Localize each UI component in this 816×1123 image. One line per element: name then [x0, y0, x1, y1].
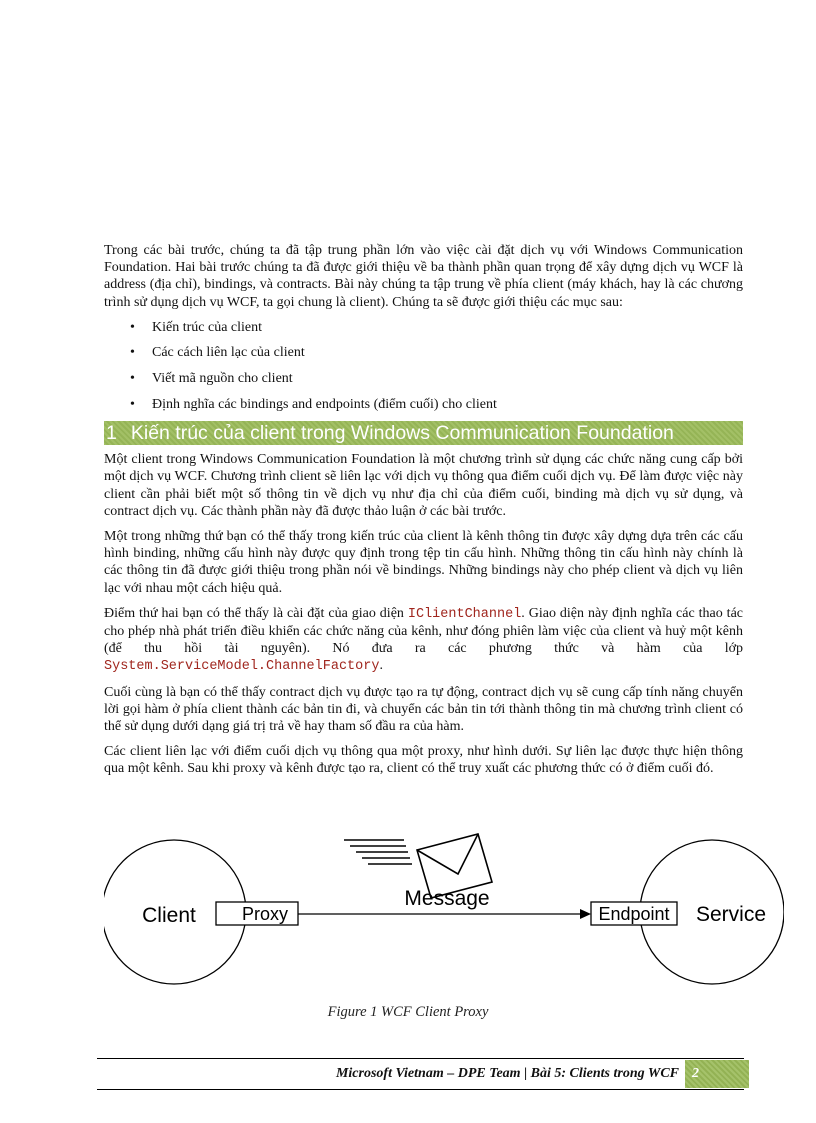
code-channelfactory: System.ServiceModel.ChannelFactory [104, 659, 380, 675]
paragraph-client-definition: Một client trong Windows Communication Foundation là một chương trình sử dụng các chức năng cung cấp bởi một dịch vụ WCF. Chương trình client sẽ liên lạc với dịch vụ thông qua điểm cuối dịch vụ. Để làm được việc này client cần phải biết một số thông tin về dịch vụ như địa chỉ của điểm cuối, binding mà dịch vụ sử dụng, và contract dịch vụ. Các thành phần này đã được thảo luận ở các bài trước. [104, 452, 743, 519]
document-body [104, 242, 743, 786]
client-label: Client [142, 904, 196, 927]
list-item: • Kiến trúc của client [130, 319, 263, 335]
paragraph-contract: Cuối cùng là bạn có thể thấy contract dịch vụ được tạo ra tự động, contract dịch vụ sẽ cung cấp tính năng chuyển lời gọi hàm ở phía client thành các bản tin đi, và chuyển các bản tin tới thành thông tin mà chương trình client có thể sử dụng dưới dạng giá trị trả về hay tham số đầu ra của hàm. [104, 684, 743, 735]
arrowhead-icon [580, 909, 591, 919]
list-item: • Định nghĩa các bindings and endpoints (điểm cuối) cho client [130, 396, 497, 412]
paragraph-proxy: Các client liên lạc với điểm cuối dịch vụ thông qua một proxy, như hình dưới. Sự liên lạc được thực hiện thông qua một kênh. Sau khi proxy và kênh được tạo ra, client có thể truy xuất các phương thức có ở điểm cuối đó. [104, 744, 743, 777]
page-number: 2 [685, 1060, 749, 1088]
topic-list [104, 319, 743, 413]
footer-divider-bottom [97, 1089, 744, 1090]
bullet-icon: • [130, 319, 135, 335]
list-item: • Các cách liên lạc của client [130, 345, 305, 361]
code-iclientchannel: IClientChannel [407, 606, 522, 622]
service-label: Service [695, 903, 767, 926]
footer-divider-top [97, 1058, 744, 1059]
bullet-icon: • [130, 371, 135, 386]
intro-paragraph: Trong các bài trước, chúng ta đã tập trung phần lớn vào việc cài đặt dịch vụ với Windows Communication Foundation. Hai bài trước chúng ta đã được giới thiệu về ba thành phần quan trọng để xây dựng dịch vụ WCF là address (địa chỉ), bindings, và contracts. Bài này chúng ta tập trung về phía client (máy khách, hay là các chương trình sử dụng dịch vụ WCF, ta gọi chung là client). Chúng ta sẽ được giới thiệu các mục sau: [104, 243, 743, 310]
paragraph-channel: Một trong những thứ bạn có thể thấy trong kiến trúc của client là kênh thông tin được xây dựng dựa trên các cấu hình binding, những cấu hình này được quy định trong tệp tin cấu hình. Những thông tin cấu hình này chính là các thông tin đã được giới thiệu trong phần nói về bindings. Những bindings này cho phép client và dịch vụ liên lạc với nhau một cách hiệu quả. [104, 529, 743, 596]
section-number: 1 [106, 422, 117, 445]
section-heading [104, 421, 743, 445]
message-label: Message [404, 887, 490, 910]
bullet-icon: • [130, 345, 135, 361]
wcf-proxy-diagram [104, 832, 784, 992]
section-title: Kiến trúc của client trong Windows Communication Foundation [130, 422, 674, 445]
footer-text: Microsoft Vietnam – DPE Team | Bài 5: Clients trong WCF [335, 1066, 679, 1081]
bullet-icon: • [130, 396, 135, 412]
figure-caption: Figure 1 WCF Client Proxy [327, 1004, 489, 1020]
proxy-label: Proxy [241, 904, 289, 924]
paragraph-iclientchannel: Điểm thứ hai bạn có thể thấy là cài đặt của giao diện IClientChannel. Giao diện này định nghĩa các thao tác cho phép nhà phát triển điều khiển các chức năng của kênh, như đóng phiên làm việc của client và huỷ một kênh (để thu hồi tài nguyên). Nó đưa ra các phương thức và hàm của lớp System.ServiceModel.ChannelFactory. [104, 605, 744, 675]
endpoint-label: Endpoint [598, 904, 670, 924]
list-item: • Viết mã nguồn cho client [130, 371, 293, 386]
